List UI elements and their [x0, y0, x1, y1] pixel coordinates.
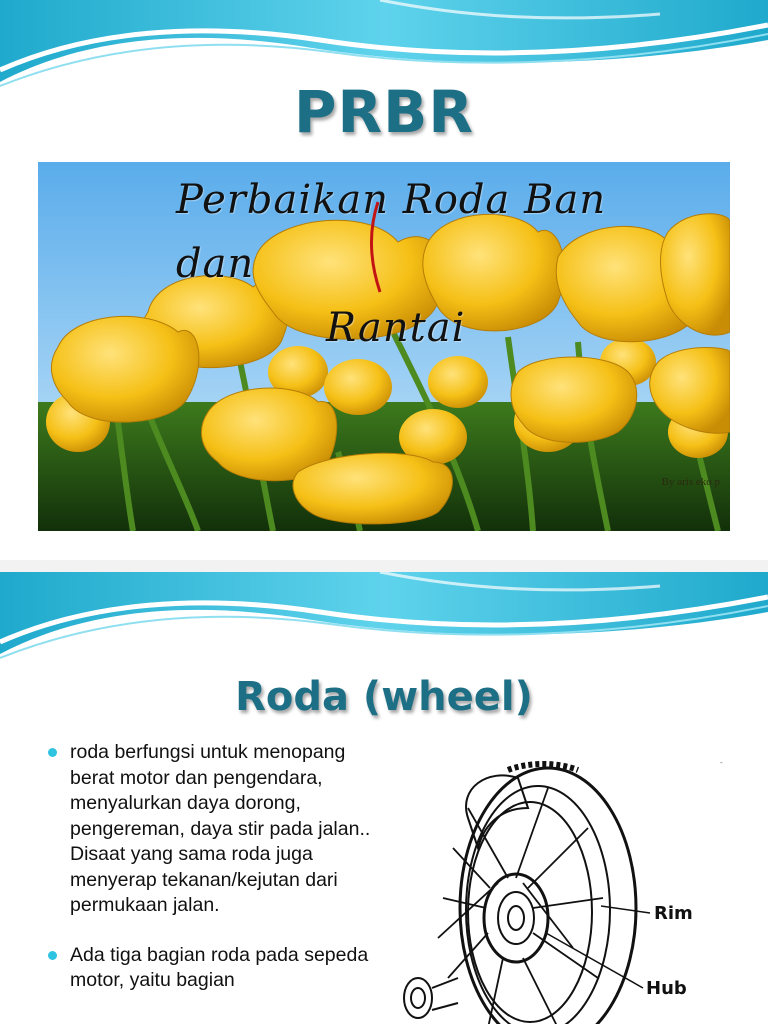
hub-label: Hub	[646, 978, 687, 999]
corner-mark: -	[720, 758, 723, 767]
wheel-diagram	[398, 748, 728, 1024]
header-wave-decoration	[0, 572, 768, 672]
bullet-item	[48, 740, 378, 919]
bullet-item	[48, 943, 378, 994]
bullet-text: Ada tiga bagian roda pada sepeda motor, yaitu bagian	[70, 943, 369, 991]
tulip-photo	[38, 162, 730, 531]
bullet-dot-icon	[48, 951, 57, 960]
bullet-text: roda berfungsi untuk menopang berat motor dan pengendara, menyalurkan daya dorong, pengereman, daya stir pada jalan.. Disaat yang sama roda juga menyerap tekanan/kejutan dari permukaan jalan.	[70, 741, 371, 916]
slide-wheel	[0, 572, 768, 1024]
slide-title-heading: PRBR	[293, 78, 475, 146]
author-byline: By aris eko p	[661, 476, 720, 488]
slide-subtitle	[176, 168, 696, 360]
subtitle-line-2: Rantai	[326, 305, 466, 351]
slide-separator	[0, 560, 768, 572]
slide-heading: Roda (wheel)	[235, 674, 533, 720]
bullet-list	[48, 740, 378, 994]
bullet-dot-icon	[48, 748, 57, 757]
rim-label: Rim	[654, 903, 693, 924]
subtitle-line-1: Perbaikan Roda Ban dan	[176, 177, 607, 287]
